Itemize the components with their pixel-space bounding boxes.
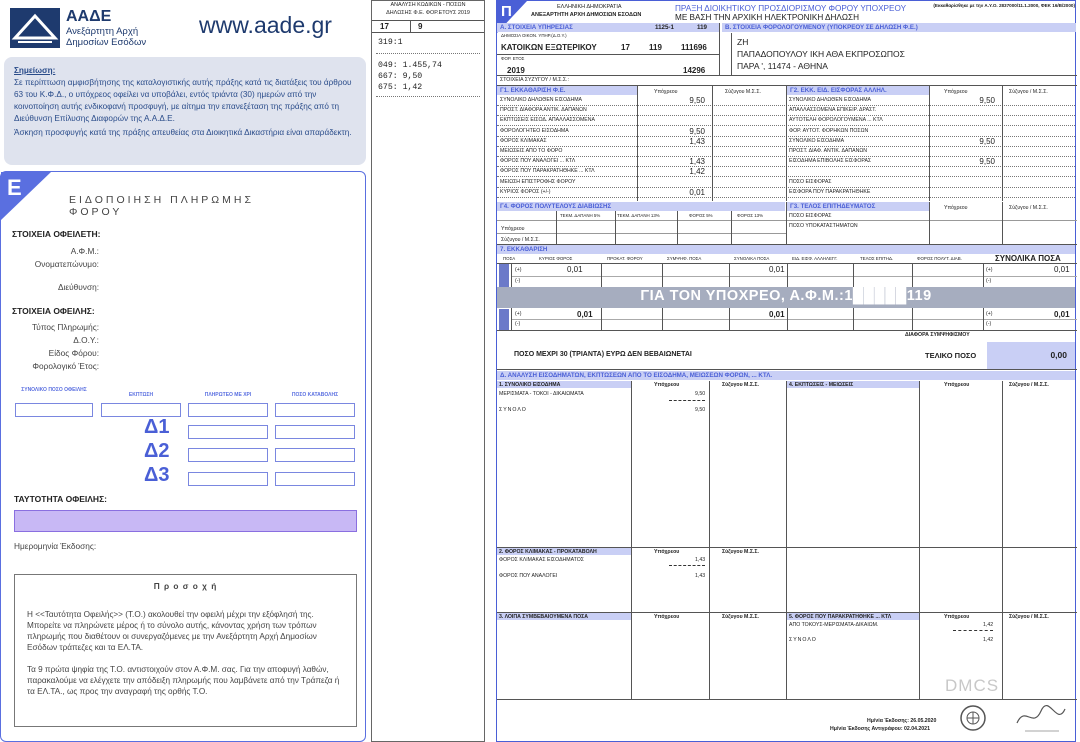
d2-val: 1,43 — [695, 573, 706, 579]
d1-row: ΣΥΝΟΛΟ — [499, 407, 527, 413]
signature-icon — [1011, 699, 1071, 735]
mid-row: 319:1 — [378, 38, 403, 47]
g1-row-label: ΣΥΝΟΛΙΚΟ ΔΗΛΩΘΕΝ ΕΙΣΟΔΗΜΑ — [500, 97, 583, 103]
g1-row-label: ΦΟΡΟΣ ΚΛΙΜΑΚΑΣ — [500, 137, 547, 144]
g1-row-label: ΜΕΙΩΣΗ ΕΠΙΣΤΡΟΦΗΣ ΦΟΡΟΥ — [500, 178, 576, 185]
sec7-col: ΕΙΔ. ΕΙΣΦ. ΑΛΛΗΛΕΓΓ. — [792, 256, 838, 261]
sec7-col: ΠΟΣΑ — [503, 256, 516, 261]
authority: ΑΝΕΞΑΡΤΗΤΗ ΑΡΧΗ ΔΗΜΟΣΙΩΝ ΕΣΟΔΩΝ — [531, 12, 642, 18]
g1-row-label: ΦΟΡΟΛΟΓΗΤΕΟ ΕΙΣΟΔΗΜΑ — [500, 127, 569, 134]
g3-obligor-head: Υπόχρεου — [944, 205, 968, 211]
g1-row-value: 9,50 — [689, 126, 705, 136]
section-a-head: Α. ΣΤΟΙΧΕΙΑ ΥΠΗΡΕΣΙΑΣ 1125-1 119 — [497, 23, 719, 32]
sec7-total-col: ΣΥΝΟΛΙΚΑ ΠΟΣΑ — [995, 254, 1061, 263]
mid-head-2: ΔΗΛΩΣΗΣ Φ.Ε. ΦΟΡ.ΕΤΟΥΣ 2019 — [386, 10, 470, 16]
debt-section: ΣΤΟΙΧΕΙΑ ΟΦΕΙΛΗΣ: — [12, 306, 95, 316]
logo-line1: Ανεξάρτητη Αρχή — [66, 26, 139, 37]
delta-3-label: Δ3 — [144, 464, 170, 486]
doc-title-2: ΜΕ ΒΑΣΗ ΤΗΝ ΑΡΧΙΚΗ ΗΛΕΚΤΡΟΝΙΚΗ ΔΗΛΩΣΗ — [675, 13, 859, 22]
obligor-band-text: ΓΙΑ ΤΟΝ ΥΠΟΧΡΕΟ, Α.Φ.Μ.:1█████119 — [640, 288, 932, 304]
d1-obligor-head: Υπόχρεου — [654, 382, 680, 388]
g2-row-label: ΑΥΤΟΤΕΛΗ ΦΟΡΟΛΟΓΟΥΜΕΝΑ ... ΚΤΛ — [789, 117, 883, 124]
sec7-total-top: 0,01 — [769, 265, 785, 274]
d3-payment-input[interactable] — [275, 472, 355, 486]
g3-head: Γ3. ΤΕΛΟΣ ΕΠΙΤΗΔΕΥΜΑΤΟΣ — [787, 202, 929, 211]
d1-spouse-head: Σύζυγου Μ.Σ.Σ. — [722, 382, 759, 388]
delta-1-label: Δ1 — [144, 416, 170, 438]
g1-row-value: 1,43 — [689, 157, 705, 167]
d3-head: 3. ΛΟΙΠΑ ΣΥΜΒΕΒΑΙΟΥΜΕΝΑ ΠΟΣΑ — [499, 614, 589, 620]
attention-paragraph-1: Η <<Ταυτότητα Οφειλής>> (Τ.Ο.) ακολουθεί την οφειλή μέχρι την εξόφλησή της. Μπορείτε να πληρώνετε μέρος ή το σύνολο αυτής, κάνοντας χρήση των τρόπων πληρωμής που διαθέτουν οι συνεργαζόμενες με την Ανεξάρτητη Αρχή Δημοσίων Εσόδων τράπεζες και τα ΕΛ.ΤΑ. — [27, 610, 317, 652]
g2-spouse-head: Σύζυγου / Μ.Σ.Σ. — [1009, 89, 1048, 95]
aade-logo-icon — [10, 8, 60, 48]
d3-payable-input[interactable] — [188, 472, 268, 486]
g1-row-label: ΚΥΡΙΟΣ ΦΟΡΟΣ (+/-) — [500, 188, 551, 195]
g1-row-label: ΕΚΠΤΩΣΕΙΣ ΕΙΣΟΔ. ΑΠΑΛΛΑΣΣΟΜΕΝΑ — [500, 117, 595, 124]
sign-minus: (-) — [986, 321, 992, 327]
d2-row: ΦΟΡΟΣ ΚΛΙΜΑΚΑΣ ΕΙΣΟΔΗΜΑΤΟΣ — [499, 557, 584, 563]
afm-label: Α.Φ.Μ.: — [70, 246, 99, 256]
g2-row-label: ΠΟΣΟ ΕΙΣΦΟΡΑΣ — [789, 178, 832, 185]
payable-input[interactable] — [188, 403, 268, 417]
delta-2-label: Δ2 — [144, 440, 170, 462]
sec7-grand-top: 0,01 — [1054, 265, 1070, 274]
g4-col: ΤΕΚΜ. ΔΑΠΑΝΗ 5% — [560, 213, 601, 218]
debtor-section: ΣΤΟΙΧΕΙΑ ΟΦΕΙΛΕΤΗ: — [12, 229, 101, 239]
debt-identity-field[interactable] — [14, 510, 357, 532]
sec7-grand-bottom: 0,01 — [1054, 310, 1070, 319]
republic: ΕΛΛΗΝΙΚΗ ΔΗΜΟΚΡΑΤΙΑ — [557, 4, 622, 10]
g2-obligor-head: Υπόχρεου — [944, 89, 968, 95]
sign-plus: (+) — [986, 311, 993, 317]
sec7-col: ΦΟΡΟΣ ΠΟΛΥΤ. ΔΙΑΒ. — [917, 256, 962, 261]
g2-row-value: 9,50 — [979, 136, 995, 146]
d4-head: 4. ΕΚΠΤΩΣΕΙΣ - ΜΕΙΩΣΕΙΣ — [789, 382, 854, 388]
issue-date: Ημ/νία Έκδοσης: 26.05.2020 — [867, 718, 937, 724]
spouse-info: ΣΤΟΙΧΕΙΑ ΣΥΖΥΓΟΥ / Μ.Σ.Σ.: — [500, 77, 569, 83]
sec7-col: ΚΥΡΙΟΣ ΦΟΡΟΣ — [539, 256, 573, 261]
doy-number-3: 111696 — [681, 43, 707, 52]
d3-spouse-head: Σύζυγου Μ.Σ.Σ. — [722, 614, 759, 620]
sec7-col: ΤΕΛΟΣ ΕΠΙΤΗΔ. — [860, 256, 894, 261]
doy-label: Δ.Ο.Υ.: — [73, 335, 99, 345]
aade-logo — [10, 8, 60, 48]
d2-row: ΦΟΡΟΣ ΠΟΥ ΑΝΑΛΟΓΕΙ — [499, 573, 558, 579]
g1-row-value: 1,42 — [689, 167, 705, 177]
obligor-band — [497, 287, 1075, 308]
g1-row-label: ΠΡΟΣΤ. ΔΙΑΦΟΡΑ ΑΝΤΙΚ. ΔΑΠΑΝΩΝ — [500, 107, 587, 114]
d1-payable-input[interactable] — [188, 425, 268, 439]
legal-reference: (Εκκαθαρίσθηκε με την Α.Υ.Ο. 2837000/11.1.2000, ΦΕΚ 16/Β/2000) — [933, 3, 1075, 8]
doy-name: ΚΑΤΟΙΚΩΝ ΕΞΩΤΕΡΙΚΟΥ — [501, 43, 597, 52]
g1-row-label: ΜΕΙΩΣΕΙΣ ΑΠΟ ΤΟ ΦΟΡΟ — [500, 148, 563, 154]
section-b-head: Β. ΣΤΟΙΧΕΙΑ ΦΟΡΟΛΟΓΟΥΜΕΝΟΥ (ΥΠΟΚΡΕΟΥ ΣΕ ΔΗΛΩΣΗ Φ.Ε.) — [722, 23, 1076, 32]
d5-val: 1,42 — [983, 622, 994, 628]
code-analysis-strip — [371, 0, 485, 742]
name-label: Ονοματεπώνυμο: — [34, 259, 99, 269]
sec7-main-tax-bottom: 0,01 — [577, 310, 593, 319]
final-amount-value: 0,00 — [1050, 350, 1067, 360]
final-amount-box — [987, 342, 1075, 369]
tax-year: 2019 — [507, 66, 525, 75]
d1-row: ΜΕΡΙΣΜΑΤΑ - ΤΟΚΟΙ - ΔΙΚΑΙΩΜΑΤΑ — [499, 391, 584, 397]
g4-row-obligor: Υπόχρεου — [501, 226, 525, 232]
g4-col: ΤΕΚΜ. ΔΑΠΑΝΗ 13% — [617, 213, 660, 218]
g3-spouse-head: Σύζυγου / Μ.Σ.Σ. — [1009, 205, 1048, 211]
person-line-1: ΖΗ — [737, 37, 749, 47]
g4-head: Γ4. ΦΟΡΟΣ ΠΟΛΥΤΕΛΟΥΣ ΔΙΑΒΙΩΣΗΣ — [497, 202, 785, 211]
d5-obligor-head: Υπόχρεου — [944, 614, 970, 620]
d5-row: ΣΥΝΟΛΟ — [789, 637, 817, 643]
g4-col: ΦΟΡΟΣ 13% — [737, 213, 763, 218]
payment-notice-panel — [0, 0, 366, 742]
d1-head: 1. ΣΥΝΟΛΙΚΟ ΕΙΣΟΔΗΜΑ — [499, 382, 561, 388]
g1-row-value: 1,43 — [689, 136, 705, 146]
year-label: ΦΟΡ. ΕΤΟΣ — [501, 56, 525, 61]
mid-row: 675: 1,42 — [378, 83, 423, 92]
g2-row-label: ΕΙΣΟΔΗΜΑ ΕΠΙΒΟΛΗΣ ΕΙΣΦΟΡΑΣ — [789, 158, 872, 165]
notice-paragraph-1: Σε περίπτωση αμφισβήτησης της καταλογιστικής αυτής πράξης κατά τις διατάξεις του άρθρου 63 του Κ.Φ.Δ., ο υπόχρεος οφείλει να υποβάλει, εντός τριάντα (30) ημερών από την κοινοποίηση αυτής ενδικοφανή προσφυγή, με αίτημα την επανεξέταση της πράξης από τη Διεύθυνση Επίλυσης Διαφορών της Α.Α.Δ.Ε. — [14, 78, 352, 123]
attention-paragraph-2: Τα 9 πρώτα ψηφία της Τ.Ο. αντιστοιχούν στον Α.Φ.Μ. σας. Για την αποφυγή λαθών, παρακαλούμε να ελέγχετε την απόδειξη πληρωμής που λαμβάνετε από την Τράπεζα ή τα ΕΛ.ΤΑ., ως προς την αναγραφή της ορθής Τ.Ο. — [27, 665, 340, 696]
g1-row-value: 9,50 — [689, 96, 705, 105]
g2-row-label: ΑΠΑΛΛΑΣΣΟΜΕΝΑ ΕΠΙΚΕΙΡ. ΔΡΑΣΤ. — [789, 107, 877, 114]
total-amount-input[interactable] — [15, 403, 93, 417]
g2-row-label: ΦΟΡ. ΑΥΤΟΤ. ΦΟΡΗΚΩΝ ΠΟΣΩΝ — [789, 127, 869, 134]
sign-plus: (+) — [515, 267, 522, 273]
d2-payable-input[interactable] — [188, 448, 268, 462]
sec7-main-tax-top: 0,01 — [567, 265, 583, 274]
doy-label: ΔΗΜΟΣΙΑ ΟΙΚΟΝ. ΥΠΗΡ.(Δ.Ο.Υ.) — [501, 33, 567, 38]
g1-obligor-head: Υπόχρεου — [654, 89, 678, 95]
under-30-note: ΠΟΣΟ ΜΕΧΡΙ 30 (ΤΡΙΑΝΤΑ) ΕΥΡΩ ΔΕΝ ΒΕΒΑΙΩΝΕΤΑΙ — [514, 351, 692, 358]
d2-spouse-head: Σύζυγου Μ.Σ.Σ. — [722, 549, 759, 555]
d2-head: 2. ΦΟΡΟΣ ΚΛΙΜΑΚΑΣ - ΠΡΟΚΑΤΑΒΟΛΗ — [499, 549, 597, 555]
g1-row-value: 0,01 — [689, 187, 705, 197]
d1-val: 9,50 — [695, 391, 706, 397]
person-line-3: ΠΑΡΑ ', 11474 - ΑΘΗΝΑ — [737, 61, 828, 71]
notice-paragraph-2: Άσκηση προσφυγής κατά της πράξης απευθείας στα Διοικητικά Δικαστήρια είναι απαράδεκτη. — [14, 128, 352, 137]
sign-minus: (-) — [515, 278, 521, 284]
d5-head: 5. ΦΟΡΟΣ ΠΟΥ ΠΑΡΑΚΡΑΤΗΘΗΚΕ ... ΚΤΛ — [789, 614, 892, 620]
form-e — [0, 171, 366, 742]
g2-row-label: ΠΡΟΣΤ. ΔΙΑΦ. ΑΝΤΙΚ. ΔΑΠΑΝΩΝ — [789, 148, 867, 154]
address-label: Διεύθυνση: — [58, 282, 99, 292]
form-p-letter: Π — [501, 3, 512, 20]
notice-box — [4, 57, 366, 165]
mid-code-2: 9 — [418, 22, 423, 31]
g2-row-label: ΣΥΝΟΛΙΚΟ ΕΙΣΟΔΗΜΑ — [789, 137, 845, 144]
issue-date-label: Ημερομηνία Έκδοσης: — [14, 541, 97, 551]
g2-row-value: 9,50 — [979, 96, 995, 105]
g2-row-label: ΣΥΝΟΛΙΚΟ ΔΗΛΩΘΕΝ ΕΙΣΟΔΗΜΑ — [789, 97, 872, 103]
sec7-head: 7. ΕΚΚΑΘΑΡΙΣΗ — [497, 245, 1075, 254]
doy-number-1: 17 — [621, 43, 630, 52]
sec-delta-head: Δ. ΑΝΑΛΥΣΗ ΕΙΣΟΔΗΜΑΤΩΝ, ΕΚΠΤΩΣΕΩΝ ΑΠΟ ΤΟ ΕΙΣΟΔΗΜΑ, ΜΕΙΩΣΕΩΝ ΦΟΡΩΝ, ... ΚΤΛ. — [497, 371, 1075, 380]
col-payable: ΠΛΗΡΩΤΕΟ ΜΕ ΧΡΙ — [204, 392, 252, 398]
col-discount: ΕΚΠΤΩΣΗ — [128, 392, 154, 398]
sec7-col: ΣΥΝΟΛΙΚΑ ΠΟΣΑ — [734, 256, 770, 261]
logo-abbrev: ΑΑΔΕ — [66, 8, 112, 25]
payment-input[interactable] — [275, 403, 355, 417]
d1-payment-input[interactable] — [275, 425, 355, 439]
g1-head: Γ1. ΕΚΚΑΘΑΡΙΣΗ Φ.Ε. — [497, 86, 637, 95]
mid-head-1: ΑΝΑΛΥΣΗ ΚΩΔΙΚΩΝ - ΠΟΣΩΝ — [390, 2, 466, 8]
g1-spouse-head: Σύζυγου Μ.Σ.Σ. — [725, 89, 761, 95]
final-amount-label: ΤΕΛΙΚΟ ΠΟΣΟ — [925, 351, 977, 360]
website-link[interactable]: www.aade.gr — [199, 12, 332, 38]
logo-line2: Δημοσίων Εσόδων — [66, 37, 147, 48]
sec7-col: ΠΡΟΚΑΤ. ΦΟΡΟΥ — [607, 256, 643, 261]
g2-row-value: 9,50 — [979, 157, 995, 167]
tax-assessment-document — [496, 0, 1076, 742]
d4-obligor-head: Υπόχρεου — [944, 382, 970, 388]
seal-icon — [959, 704, 987, 732]
d2-val: 1,43 — [695, 557, 706, 563]
d5-val: 1,42 — [983, 637, 994, 643]
sign-plus: (+) — [986, 267, 993, 273]
netting-difference: ΔΙΑΦΟΡΑ ΣΥΜΨΗΦΙΣΜΟΥ — [905, 332, 970, 338]
g2-row-label: ΕΙΣΦΟΡΑ ΠΟΥ ΠΑΡΑΚΡΑΤΗΘΗΚΕ — [789, 188, 871, 195]
g1-row-label: ΦΟΡΟΣ ΠΟΥ ΠΑΡΑΚΡΑΤΗΘΗΚΕ ... ΚΤΛ — [500, 168, 595, 175]
g3-row: ΠΟΣΟ ΥΠΟΚΑΤΑΣΤΗΜΑΤΩΝ — [789, 223, 858, 229]
doy-number-2: 119 — [649, 43, 662, 52]
year-number: 14296 — [683, 66, 706, 75]
g2-head: Γ2. ΕΚΚ. ΕΙΔ. ΕΙΣΦΟΡΑΣ ΑΛΛΗΛ. — [787, 86, 929, 95]
mid-row: 049: 1.455,74 — [378, 61, 442, 70]
g4-row-spouse: Σύζυγου / Μ.Σ.Σ. — [501, 237, 540, 243]
d4-spouse-head: Σύζυγου / Μ.Σ.Σ. — [1009, 382, 1049, 388]
d3-obligor-head: Υπόχρεου — [654, 614, 680, 620]
discount-input[interactable] — [101, 403, 181, 417]
sec7-rowlabel-top — [499, 264, 509, 287]
sign-minus: (-) — [986, 278, 992, 284]
sec7-total-bottom: 0,01 — [769, 310, 785, 319]
d2-payment-input[interactable] — [275, 448, 355, 462]
d5-row: ΑΠΟ ΤΟΚΟΥΣ-ΜΕΡΙΣΜΑΤΑ-ΔΙΚΑΙΩΜ. — [789, 622, 879, 628]
col-total-amount: ΣΥΝΟΛΙΚΟ ΠΟΣΟ ΟΦΕΙΛΗΣ — [21, 387, 87, 393]
form-e-title: ΕΙΔΟΠΟΙΗΣΗ ΠΛΗΡΩΜΗΣ ΦΟΡΟΥ — [69, 194, 254, 218]
identity-label: ΤΑΥΤΟΤΗΤΑ ΟΦΕΙΛΗΣ: — [14, 494, 107, 504]
g4-col: ΦΟΡΟΣ 5% — [689, 213, 713, 218]
attention-title: Π ρ ο σ ο χ ή — [153, 581, 218, 591]
notice-title: Σημείωση: — [14, 66, 56, 75]
d1-val: 9,50 — [695, 407, 706, 413]
mid-row: 667: 9,50 — [378, 72, 423, 81]
attention-box — [14, 574, 357, 727]
doc-title-1: ΠΡΑΞΗ ΔΙΟΙΚΗΤΙΚΟΥ ΠΡΟΣΔΙΟΡΙΣΜΟΥ ΦΟΡΟΥ ΥΠΟΧΡΕΟΥ — [675, 4, 907, 13]
tax-type-label: Είδος Φόρου: — [48, 348, 99, 358]
d2-obligor-head: Υπόχρεου — [654, 549, 680, 555]
g1-row-label: ΦΟΡΟΣ ΠΟΥ ΑΝΑΛΟΓΕΙ ... ΚΤΛ — [500, 158, 576, 165]
copy-issue-date: Ημ/νία Έκδοσης Αντιγράφου: 02.04.2021 — [830, 726, 930, 732]
sign-minus: (-) — [515, 321, 521, 327]
form-e-letter: Ε — [7, 175, 22, 200]
watermark: DMCS — [945, 676, 1000, 695]
sec7-rowlabel-bottom — [499, 309, 509, 330]
tax-year-label: Φορολογικό Έτος: — [32, 361, 99, 371]
sec7-col: ΣΥΜΨΗΦ. ΠΟΣΑ — [667, 256, 702, 261]
mid-code-1: 17 — [380, 22, 389, 31]
sign-plus: (+) — [515, 311, 522, 317]
d5-spouse-head: Σύζυγου / Μ.Σ.Σ. — [1009, 614, 1049, 620]
pay-type-label: Τύπος Πληρωμής: — [31, 322, 99, 332]
person-line-2: ΠΑΠΑΔΟΠΟΥΛΟΥ ΙΚΗ ΑΘΑ ΕΚΠΡΟΣΩΠΟΣ — [737, 49, 905, 59]
g3-row: ΠΟΣΟ ΕΙΣΦΟΡΑΣ — [789, 213, 832, 219]
col-payment: ΠΟΣΟ ΚΑΤΑΒΟΛΗΣ — [291, 392, 339, 398]
